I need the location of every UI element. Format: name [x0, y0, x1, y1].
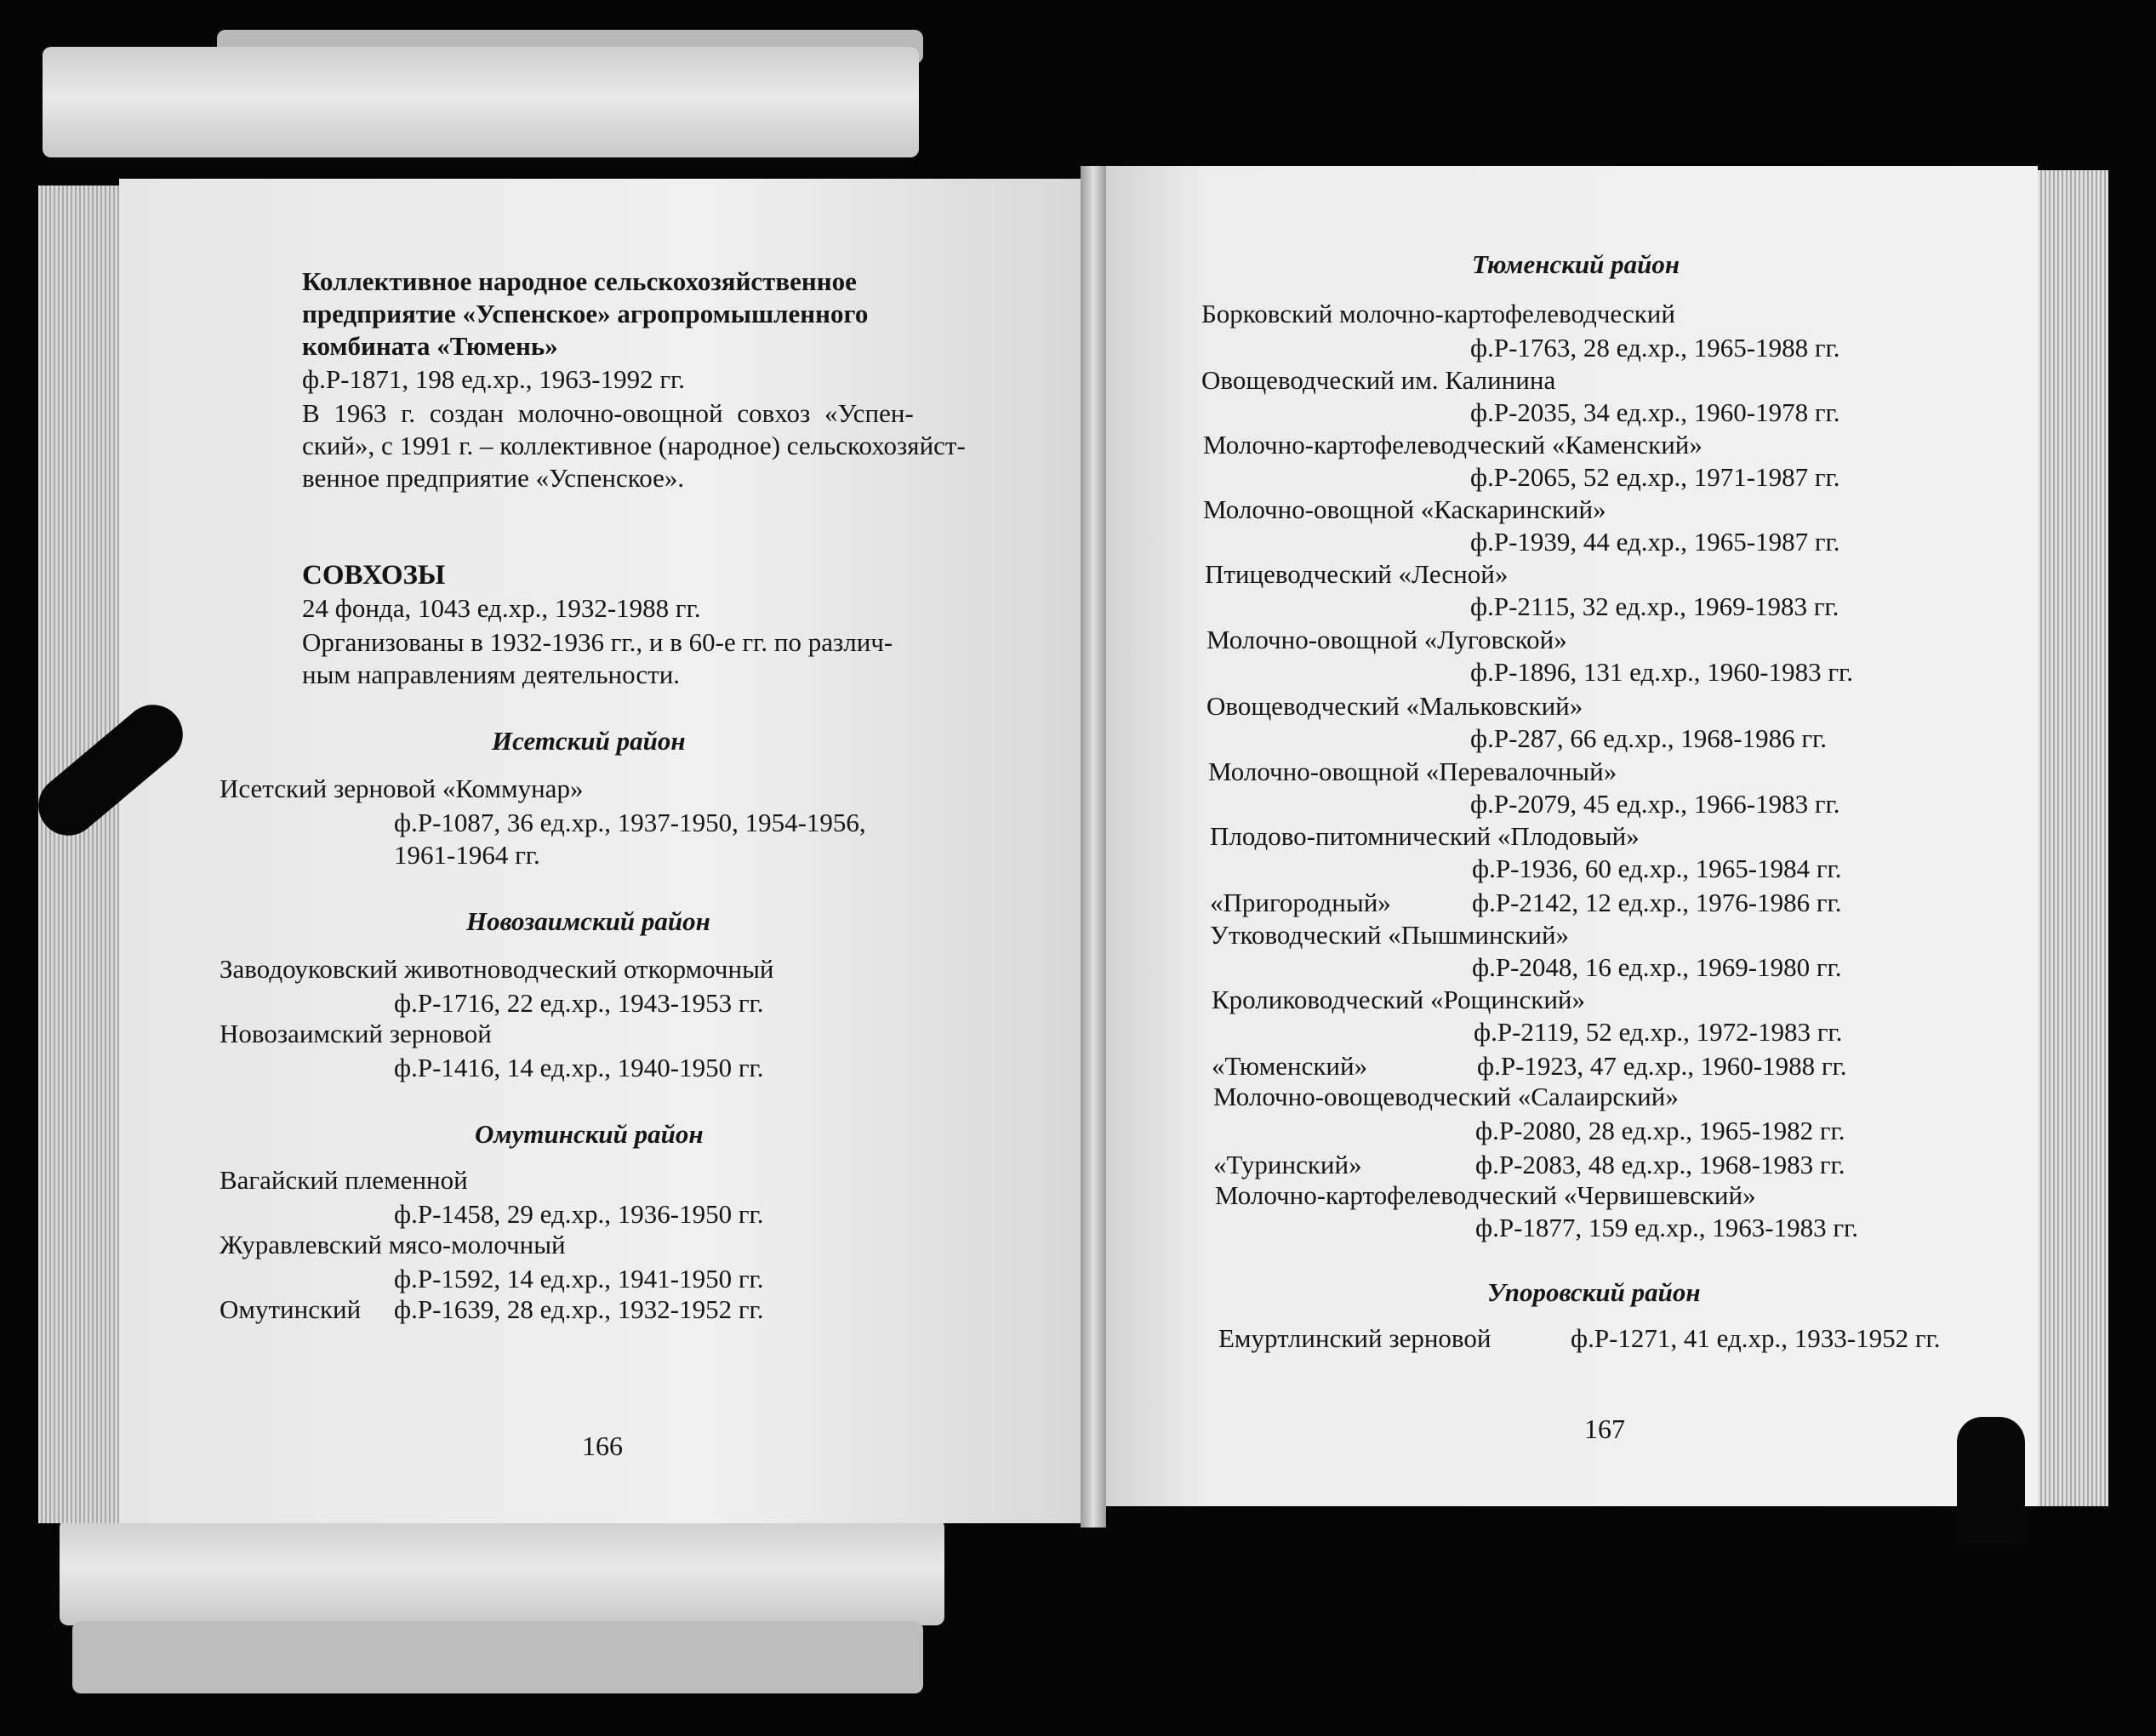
entry-title: Кролиководческий «Рощинский»	[1212, 985, 1586, 1014]
district-title: Исетский район	[492, 726, 686, 756]
entry-ref: ф.Р-2048, 16 ед.хр., 1969-1980 гг.	[1472, 952, 1842, 982]
entry-ref: ф.Р-2035, 34 ед.хр., 1960-1978 гг.	[1470, 397, 1840, 427]
entry-title: Омутинский	[220, 1294, 362, 1324]
entry-title: Молочно-овощной «Луговской»	[1206, 625, 1567, 654]
entry-ref: ф.Р-1087, 36 ед.хр., 1937-1950, 1954-1956,	[394, 808, 866, 837]
entry-ref: ф.Р-1896, 131 ед.хр., 1960-1983 гг.	[1470, 657, 1854, 687]
entry-ref: ф.Р-2119, 52 ед.хр., 1972-1983 гг.	[1474, 1017, 1843, 1047]
entry-ref: ф.Р-1763, 28 ед.хр., 1965-1988 гг.	[1470, 333, 1840, 363]
entry-title: «Пригородный»	[1210, 888, 1391, 917]
history-line-3: венное предприятие «Успенское».	[302, 463, 685, 493]
book-gutter	[1081, 166, 1106, 1528]
entry-ref: ф.Р-1271, 41 ед.хр., 1933-1952 гг.	[1571, 1323, 1941, 1353]
entry-title: Плодово-питомнический «Плодовый»	[1210, 821, 1640, 851]
foam-block-top	[43, 47, 919, 157]
foam-block-bottom-back	[72, 1621, 923, 1693]
entry-ref: ф.Р-1639, 28 ед.хр., 1932-1952 гг.	[394, 1294, 764, 1324]
entry-ref: ф.Р-1416, 14 ед.хр., 1940-1950 гг.	[394, 1053, 764, 1082]
entry-title: Птицеводческий «Лесной»	[1205, 559, 1509, 589]
entry-title: «Туринский»	[1213, 1150, 1362, 1179]
entry-ref: ф.Р-287, 66 ед.хр., 1968-1986 гг.	[1470, 723, 1828, 753]
heading-fond-ref: ф.Р-1871, 198 ед.хр., 1963-1992 гг.	[302, 364, 686, 394]
entry-title: Новозаимский зерновой	[220, 1019, 492, 1048]
entry-ref-continued: 1961-1964 гг.	[394, 840, 540, 870]
left-page-stack-edge	[38, 186, 123, 1523]
entry-ref: ф.Р-1592, 14 ед.хр., 1941-1950 гг.	[394, 1264, 764, 1293]
page-number-left: 166	[582, 1430, 623, 1461]
entry-ref: ф.Р-1939, 44 ед.хр., 1965-1987 гг.	[1470, 527, 1840, 557]
history-line-2: ский», с 1991 г. – коллективное (народное) сельскохозяйст-	[302, 431, 966, 460]
heading-line-2: предприятие «Успенское» агропромышленного	[302, 299, 869, 328]
entry-title: Журавлевский мясо-молочный	[220, 1230, 566, 1259]
district-title: Новозаимский район	[466, 906, 710, 936]
entry-ref: ф.Р-2080, 28 ед.хр., 1965-1982 гг.	[1475, 1116, 1845, 1145]
section-title: СОВХОЗЫ	[302, 560, 446, 591]
district-title: Омутинский район	[475, 1119, 704, 1149]
entry-ref: ф.Р-2142, 12 ед.хр., 1976-1986 гг.	[1472, 888, 1842, 917]
page-clip	[1957, 1417, 2025, 1545]
entry-title: Емуртлинский зерновой	[1218, 1323, 1492, 1353]
district-title: Упоровский район	[1487, 1277, 1701, 1307]
entry-title: Заводоуковский животноводческий откормочный	[220, 954, 774, 984]
heading-line-1: Коллективное народное сельскохозяйственное	[302, 266, 857, 296]
entry-title: Овощеводческий «Мальковский»	[1206, 691, 1583, 721]
entry-ref: ф.Р-1458, 29 ед.хр., 1936-1950 гг.	[394, 1199, 764, 1229]
entry-title: Борковский молочно-картофелеводческий	[1201, 299, 1675, 328]
district-title: Тюменский район	[1472, 249, 1680, 279]
entry-ref: ф.Р-2083, 48 ед.хр., 1968-1983 гг.	[1475, 1150, 1845, 1179]
entry-title: Вагайский племенной	[220, 1165, 468, 1195]
entry-title: «Тюменский»	[1212, 1051, 1368, 1081]
entry-title: Молочно-овощной «Каскаринский»	[1203, 494, 1606, 524]
entry-ref: ф.Р-1877, 159 ед.хр., 1963-1983 гг.	[1475, 1213, 1859, 1242]
entry-title: Молочно-картофелеводческий «Червишевский»	[1215, 1180, 1756, 1210]
entry-ref: ф.Р-1936, 60 ед.хр., 1965-1984 гг.	[1472, 854, 1842, 883]
entry-ref: ф.Р-2079, 45 ед.хр., 1966-1983 гг.	[1470, 789, 1840, 819]
entry-ref: ф.Р-1923, 47 ед.хр., 1960-1988 гг.	[1477, 1051, 1847, 1081]
section-note-line-1: Организованы в 1932-1936 гг., и в 60-е гг. по различ-	[302, 627, 893, 657]
right-page-stack-edge	[2033, 170, 2108, 1506]
entry-title: Утководческий «Пышминский»	[1210, 920, 1570, 950]
section-summary: 24 фонда, 1043 ед.хр., 1932-1988 гг.	[302, 593, 701, 623]
history-line-1: В 1963 г. создан молочно-овощной совхоз «Успен-	[302, 398, 914, 428]
entry-title: Молочно-овощеводческий «Салаирский»	[1213, 1082, 1679, 1111]
heading-line-3: комбината «Тюмень»	[302, 331, 558, 361]
entry-title: Молочно-овощной «Перевалочный»	[1208, 757, 1617, 786]
entry-title: Исетский зерновой «Коммунар»	[220, 774, 584, 803]
foam-block-bottom	[60, 1519, 944, 1625]
section-note-line-2: ным направлениям деятельности.	[302, 660, 681, 689]
entry-ref: ф.Р-1716, 22 ед.хр., 1943-1953 гг.	[394, 988, 764, 1018]
page-number-right: 167	[1584, 1413, 1625, 1444]
entry-title: Овощеводческий им. Калинина	[1201, 365, 1556, 395]
entry-title: Молочно-картофелеводческий «Каменский»	[1203, 430, 1703, 460]
entry-ref: ф.Р-2065, 52 ед.хр., 1971-1987 гг.	[1470, 462, 1840, 492]
entry-ref: ф.Р-2115, 32 ед.хр., 1969-1983 гг.	[1470, 591, 1839, 621]
